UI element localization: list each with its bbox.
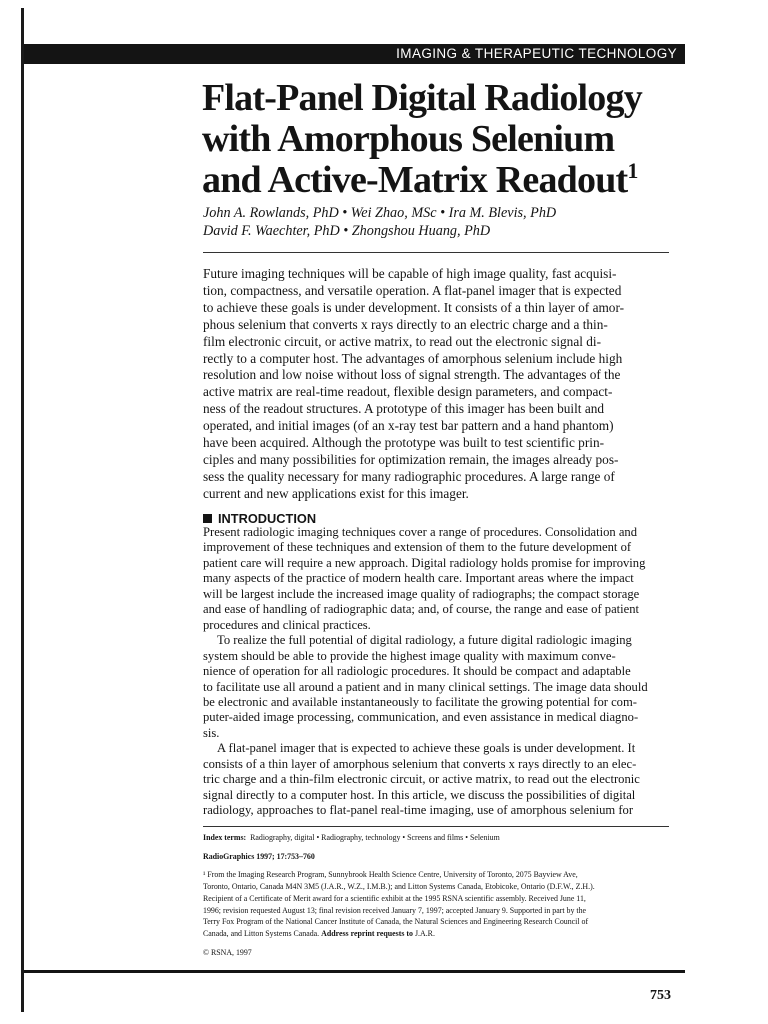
left-margin-rule <box>21 8 24 1012</box>
abstract-line: tion, compactness, and versatile operation. A flat-panel imager that is expected <box>203 282 622 298</box>
abstract-line: to achieve these goals is under development. It consists of a thin layer of amor- <box>203 299 625 315</box>
body-line: Present radiologic imaging techniques cover a range of procedures. Consolidation and <box>203 525 638 539</box>
body-line: will be largest include the increased image quality of radiographs; the compact storage <box>203 586 640 601</box>
abstract-line: operated, and initial images (of an x-ray test bar pattern and a hand phantom) <box>203 418 614 434</box>
body-line: improvement of these techniques and extension of them to the future development of <box>203 540 632 555</box>
paragraph <box>203 741 673 818</box>
citation-text: RadioGraphics 1997; 17:753–760 <box>203 851 315 861</box>
body-line: consists of a thin layer of amorphous selenium that converts x rays directly to an elec- <box>203 756 637 771</box>
footnotes <box>203 832 673 965</box>
title-line: Flat-Panel Digital Radiology <box>202 77 642 119</box>
affiliation-line: Recipient of a Certificate of Merit award for a scientific exhibit at the 1995 RSNA scientific assembly. Received June 11, <box>203 893 586 903</box>
section-banner: IMAGING & THERAPEUTIC TECHNOLOGY <box>24 44 685 64</box>
abstract <box>203 266 673 503</box>
affiliation-line: Terry Fox Program of the National Cancer Institute of Canada, the Natural Sciences and Engineering Research Council of <box>203 917 589 927</box>
body-line: signal directly to a computer host. In this article, we discuss the possibilities of digital <box>203 787 636 802</box>
citation <box>203 851 673 863</box>
author-line: David F. Waechter, PhD • Zhongshou Huang, PhD <box>203 223 491 239</box>
copyright: © RSNA, 1997 <box>203 947 252 957</box>
abstract-line: film electronic circuit, or active matrix, to read out the electronic signal di- <box>203 333 602 349</box>
title-line: with Amorphous Selenium <box>202 118 615 160</box>
body-line: be electronic and available instantaneously to facilitate the growing potential for com- <box>203 694 637 709</box>
page-number: 753 <box>650 988 671 1003</box>
reprint-label: Address reprint requests to <box>321 928 413 938</box>
body-line: tric charge and a thin-film electronic circuit, or active matrix, to read out the electronic <box>203 772 640 787</box>
title-line-last <box>202 160 642 201</box>
abstract-line: phous selenium that converts x rays directly to an electric charge and a thin- <box>203 316 608 332</box>
title-footnote-mark: 1 <box>627 158 638 183</box>
section-heading-text: INTRODUCTION <box>218 511 317 526</box>
abstract-line: rectly to a computer host. The advantages of amorphous selenium include high <box>203 350 623 366</box>
body-line: and ease of handling of radiographic data; and, of course, the range and ease of patient <box>203 602 640 617</box>
body-line: puter-aided image processing, communication, and even assistance in medical diagno- <box>203 710 639 725</box>
abstract-divider <box>203 252 669 253</box>
index-terms-label: Index terms: <box>203 833 247 842</box>
bottom-rule <box>24 970 685 973</box>
abstract-line: Future imaging techniques will be capable of high image quality, fast acquisi- <box>203 266 617 281</box>
affiliation-line: 1996; revision requested August 13; final revision received January 7, 1997; accepted January 9. Supported in part by the <box>203 905 587 915</box>
index-terms-text: Radiography, digital • Radiography, technology • Screens and films • Selenium <box>250 833 500 842</box>
affiliation-text: Canada, and Litton Systems Canada. <box>203 928 320 938</box>
body-line: To realize the full potential of digital radiology, a future digital radiologic imaging <box>217 633 632 648</box>
body-line: many aspects of the practice of modern health care. Important areas where the impact <box>203 571 634 586</box>
reprint-name: J.A.R. <box>414 928 435 938</box>
body-line: to facilitate use all around a patient and in many clinical settings. The image data should <box>203 679 648 694</box>
square-bullet-icon <box>203 514 212 523</box>
footnote-divider <box>203 826 669 827</box>
body-line: sis. <box>203 725 220 740</box>
abstract-line: current and new applications exist for this imager. <box>203 485 469 501</box>
title-line-text: and Active-Matrix Readout <box>202 159 628 201</box>
affiliation-line: ¹ From the Imaging Research Program, Sunnybrook Health Science Centre, University of Toronto, 2075 Bayview Ave, <box>203 870 578 880</box>
paragraph <box>203 633 673 741</box>
introduction-body <box>203 525 673 819</box>
affiliation-line-last <box>203 928 673 940</box>
body-line: procedures and clinical practices. <box>203 617 371 632</box>
author-list <box>203 204 556 240</box>
body-line: radiology, approaches to flat-panel real-time imaging, use of amorphous selenium for <box>203 803 634 818</box>
paragraph <box>203 525 673 633</box>
affiliation <box>203 869 673 939</box>
body-line: system should be able to provide the highest image quality with maximum conve- <box>203 648 616 663</box>
body-line: A flat-panel imager that is expected to achieve these goals is under development. It <box>217 741 636 756</box>
affiliation-line: Toronto, Ontario, Canada M4N 3M5 (J.A.R., W.Z., I.M.B.); and Litton Systems Canada, Etobicoke, Ontario (D.F.W., Z.H.). <box>203 882 595 892</box>
abstract-line: resolution and low noise without loss of signal strength. The advantages of the <box>203 367 621 383</box>
abstract-line: have been acquired. Although the prototype was built to test scientific prin- <box>203 435 605 451</box>
body-line: patient care will require a new approach. Digital radiology holds promise for improving <box>203 555 646 570</box>
abstract-line: active matrix are real-time readout, flexible design parameters, and compact- <box>203 384 613 400</box>
abstract-line: ciples and many possibilities for optimization remain, the images already pos- <box>203 451 619 467</box>
body-line: nience of operation for all radiologic procedures. It should be compact and adaptable <box>203 664 631 679</box>
abstract-line: sess the quality necessary for many radiographic procedures. A large range of <box>203 468 615 484</box>
author-line: John A. Rowlands, PhD • Wei Zhao, MSc • Ira M. Blevis, PhD <box>203 205 557 221</box>
abstract-line: ness of the readout structures. A prototype of this imager has been built and <box>203 401 605 417</box>
article-title <box>202 78 642 201</box>
index-terms <box>203 832 673 844</box>
